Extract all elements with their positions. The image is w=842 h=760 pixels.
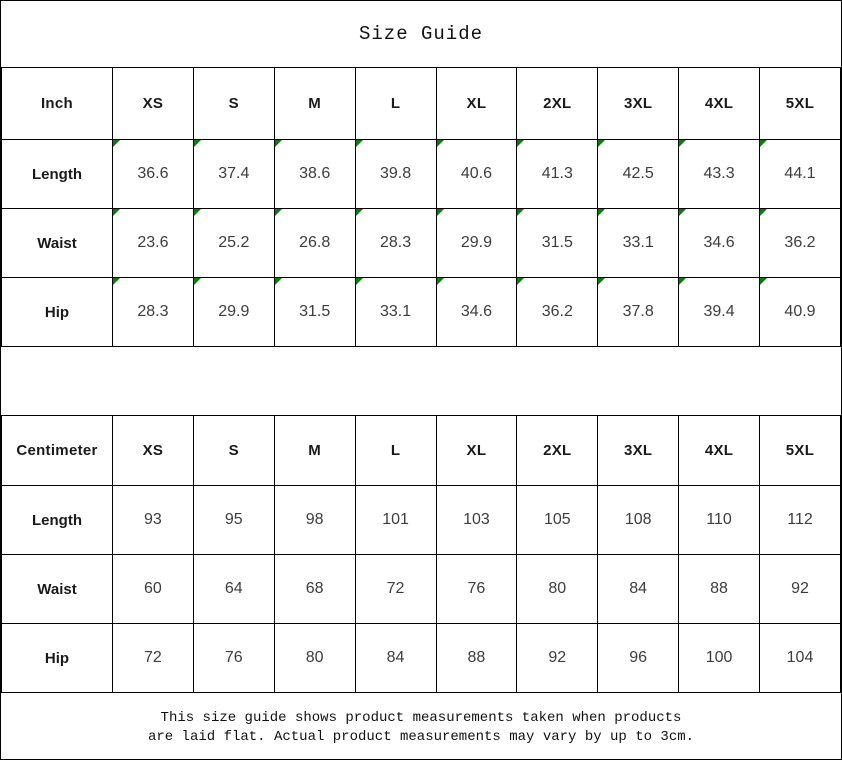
size-header: M — [274, 68, 355, 140]
inch-waist-value: 29.9 — [436, 209, 517, 278]
inch-waist-value: 31.5 — [517, 209, 598, 278]
inch-hip-value: 36.2 — [517, 278, 598, 347]
unit-header-centimeter: Centimeter — [2, 416, 113, 486]
centimeter-header-row — [2, 416, 841, 486]
cm-length-value: 105 — [517, 486, 598, 555]
unit-header-inch: Inch — [2, 68, 113, 140]
cm-hip-value: 80 — [274, 624, 355, 693]
inch-header-row — [2, 68, 841, 140]
cm-hip-value: 88 — [436, 624, 517, 693]
size-header: 5XL — [760, 416, 841, 486]
inch-waist-value: 28.3 — [355, 209, 436, 278]
table-row — [2, 486, 841, 555]
cm-hip-value: 92 — [517, 624, 598, 693]
cm-waist-value: 88 — [679, 555, 760, 624]
row-label-waist: Waist — [2, 209, 113, 278]
size-header: 5XL — [760, 68, 841, 140]
cm-length-value: 103 — [436, 486, 517, 555]
cm-length-value: 110 — [679, 486, 760, 555]
size-header: 2XL — [517, 68, 598, 140]
inch-hip-value: 28.3 — [113, 278, 194, 347]
row-label-hip: Hip — [2, 624, 113, 693]
cm-waist-value: 72 — [355, 555, 436, 624]
cm-hip-value: 100 — [679, 624, 760, 693]
size-header: 3XL — [598, 416, 679, 486]
inch-length-value: 39.8 — [355, 140, 436, 209]
cm-waist-value: 92 — [760, 555, 841, 624]
inch-waist-value: 23.6 — [113, 209, 194, 278]
inch-length-value: 43.3 — [679, 140, 760, 209]
inch-hip-value: 29.9 — [193, 278, 274, 347]
inch-length-value: 42.5 — [598, 140, 679, 209]
inch-waist-value: 25.2 — [193, 209, 274, 278]
size-header: L — [355, 416, 436, 486]
footer-note-line1: This size guide shows product measurements taken when products — [160, 709, 682, 726]
table-row — [2, 278, 841, 347]
centimeter-size-table — [1, 415, 841, 693]
footer-note — [1, 693, 841, 760]
cm-waist-value: 76 — [436, 555, 517, 624]
cm-length-value: 98 — [274, 486, 355, 555]
cm-waist-value: 64 — [193, 555, 274, 624]
inch-length-value: 44.1 — [760, 140, 841, 209]
inch-waist-value: 34.6 — [679, 209, 760, 278]
size-header: 4XL — [679, 416, 760, 486]
inch-hip-value: 31.5 — [274, 278, 355, 347]
inch-waist-value: 36.2 — [760, 209, 841, 278]
page-title: Size Guide — [358, 23, 484, 45]
cm-waist-value: 84 — [598, 555, 679, 624]
inch-size-table — [1, 67, 841, 347]
size-header: L — [355, 68, 436, 140]
size-header: M — [274, 416, 355, 486]
inch-hip-value: 40.9 — [760, 278, 841, 347]
row-label-length: Length — [2, 140, 113, 209]
inch-length-value: 38.6 — [274, 140, 355, 209]
inch-length-value: 41.3 — [517, 140, 598, 209]
size-header: XS — [113, 416, 194, 486]
inch-hip-value: 39.4 — [679, 278, 760, 347]
row-label-waist: Waist — [2, 555, 113, 624]
size-header: XL — [436, 416, 517, 486]
cm-length-value: 95 — [193, 486, 274, 555]
size-header: 3XL — [598, 68, 679, 140]
inch-length-value: 40.6 — [436, 140, 517, 209]
table-row — [2, 555, 841, 624]
row-label-hip: Hip — [2, 278, 113, 347]
cm-hip-value: 76 — [193, 624, 274, 693]
cm-length-value: 108 — [598, 486, 679, 555]
table-row — [2, 140, 841, 209]
inch-hip-value: 37.8 — [598, 278, 679, 347]
size-header: XS — [113, 68, 194, 140]
cm-waist-value: 68 — [274, 555, 355, 624]
cm-waist-value: 80 — [517, 555, 598, 624]
inch-length-value: 37.4 — [193, 140, 274, 209]
table-row — [2, 624, 841, 693]
cm-hip-value: 84 — [355, 624, 436, 693]
cm-hip-value: 72 — [113, 624, 194, 693]
size-header: XL — [436, 68, 517, 140]
cm-waist-value: 60 — [113, 555, 194, 624]
size-header: S — [193, 68, 274, 140]
inch-hip-value: 33.1 — [355, 278, 436, 347]
inch-hip-value: 34.6 — [436, 278, 517, 347]
table-row — [2, 209, 841, 278]
size-header: 4XL — [679, 68, 760, 140]
table-spacer — [1, 347, 841, 415]
footer-note-line2: are laid flat. Actual product measurements may vary by up to 3cm. — [147, 728, 695, 745]
cm-hip-value: 104 — [760, 624, 841, 693]
cm-length-value: 101 — [355, 486, 436, 555]
size-header: 2XL — [517, 416, 598, 486]
cm-length-value: 112 — [760, 486, 841, 555]
row-label-length: Length — [2, 486, 113, 555]
inch-waist-value: 33.1 — [598, 209, 679, 278]
cm-length-value: 93 — [113, 486, 194, 555]
cm-hip-value: 96 — [598, 624, 679, 693]
inch-waist-value: 26.8 — [274, 209, 355, 278]
size-header: S — [193, 416, 274, 486]
inch-length-value: 36.6 — [113, 140, 194, 209]
